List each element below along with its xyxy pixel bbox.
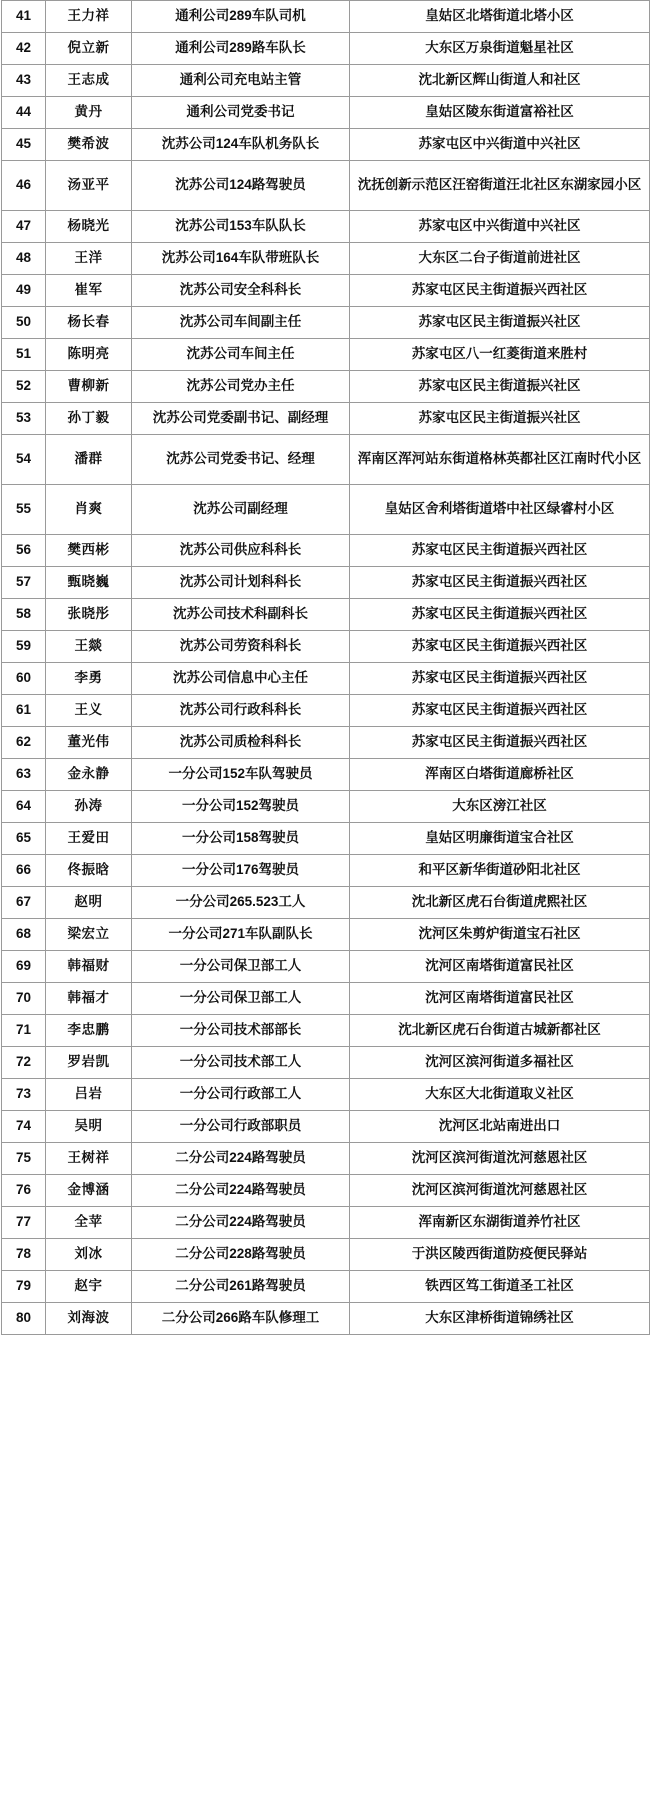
row-name: 甄晓巍 bbox=[46, 567, 132, 599]
row-position: 沈苏公司党委副书记、副经理 bbox=[132, 403, 350, 435]
row-position: 一分公司158驾驶员 bbox=[132, 823, 350, 855]
table-row bbox=[2, 129, 650, 161]
row-index: 59 bbox=[2, 631, 46, 663]
row-index: 56 bbox=[2, 535, 46, 567]
row-name: 王力祥 bbox=[46, 1, 132, 33]
table-row bbox=[2, 1015, 650, 1047]
row-position: 一分公司保卫部工人 bbox=[132, 983, 350, 1015]
table-row bbox=[2, 1207, 650, 1239]
row-index: 64 bbox=[2, 791, 46, 823]
row-address: 苏家屯区民主街道振兴社区 bbox=[350, 403, 650, 435]
table-row bbox=[2, 371, 650, 403]
table-row bbox=[2, 211, 650, 243]
table-row bbox=[2, 951, 650, 983]
row-index: 61 bbox=[2, 695, 46, 727]
row-position: 一分公司保卫部工人 bbox=[132, 951, 350, 983]
row-index: 62 bbox=[2, 727, 46, 759]
row-position: 沈苏公司党委书记、经理 bbox=[132, 435, 350, 485]
table-row bbox=[2, 307, 650, 339]
table-row bbox=[2, 727, 650, 759]
row-address: 于洪区陵西街道防疫便民驿站 bbox=[350, 1239, 650, 1271]
row-name: 赵宇 bbox=[46, 1271, 132, 1303]
table-row bbox=[2, 435, 650, 485]
row-name: 罗岩凯 bbox=[46, 1047, 132, 1079]
row-address: 大东区大北街道取义社区 bbox=[350, 1079, 650, 1111]
table-row bbox=[2, 339, 650, 371]
row-name: 汤亚平 bbox=[46, 161, 132, 211]
row-name: 倪立新 bbox=[46, 33, 132, 65]
row-position: 一分公司152车队驾驶员 bbox=[132, 759, 350, 791]
row-position: 一分公司152驾驶员 bbox=[132, 791, 350, 823]
row-index: 68 bbox=[2, 919, 46, 951]
row-address: 苏家屯区民主街道振兴西社区 bbox=[350, 275, 650, 307]
row-name: 王树祥 bbox=[46, 1143, 132, 1175]
table-row bbox=[2, 567, 650, 599]
table-row bbox=[2, 791, 650, 823]
row-index: 71 bbox=[2, 1015, 46, 1047]
row-position: 二分公司224路驾驶员 bbox=[132, 1175, 350, 1207]
row-address: 苏家屯区民主街道振兴社区 bbox=[350, 371, 650, 403]
row-name: 赵明 bbox=[46, 887, 132, 919]
row-address: 苏家屯区民主街道振兴西社区 bbox=[350, 727, 650, 759]
row-position: 沈苏公司行政科科长 bbox=[132, 695, 350, 727]
row-name: 梁宏立 bbox=[46, 919, 132, 951]
table-row bbox=[2, 919, 650, 951]
table-row bbox=[2, 1, 650, 33]
row-position: 通利公司289车队司机 bbox=[132, 1, 350, 33]
row-index: 66 bbox=[2, 855, 46, 887]
row-name: 潘群 bbox=[46, 435, 132, 485]
row-position: 二分公司224路驾驶员 bbox=[132, 1143, 350, 1175]
row-position: 通利公司党委书记 bbox=[132, 97, 350, 129]
row-position: 沈苏公司安全科科长 bbox=[132, 275, 350, 307]
row-position: 通利公司充电站主管 bbox=[132, 65, 350, 97]
row-name: 李忠鹏 bbox=[46, 1015, 132, 1047]
row-address: 苏家屯区民主街道振兴西社区 bbox=[350, 599, 650, 631]
table-row bbox=[2, 695, 650, 727]
row-address: 苏家屯区民主街道振兴西社区 bbox=[350, 535, 650, 567]
row-index: 80 bbox=[2, 1303, 46, 1335]
row-index: 76 bbox=[2, 1175, 46, 1207]
row-position: 一分公司行政部职员 bbox=[132, 1111, 350, 1143]
row-address: 浑南区白塔街道廊桥社区 bbox=[350, 759, 650, 791]
row-address: 沈北新区虎石台街道虎熙社区 bbox=[350, 887, 650, 919]
row-index: 65 bbox=[2, 823, 46, 855]
row-index: 44 bbox=[2, 97, 46, 129]
row-position: 沈苏公司供应科科长 bbox=[132, 535, 350, 567]
row-position: 一分公司176驾驶员 bbox=[132, 855, 350, 887]
row-address: 沈河区滨河街道沈河慈恩社区 bbox=[350, 1143, 650, 1175]
table-row bbox=[2, 33, 650, 65]
table-row bbox=[2, 1079, 650, 1111]
row-name: 韩福才 bbox=[46, 983, 132, 1015]
row-name: 韩福财 bbox=[46, 951, 132, 983]
row-position: 沈苏公司党办主任 bbox=[132, 371, 350, 403]
row-address: 皇姑区舍利塔街道塔中社区绿睿村小区 bbox=[350, 485, 650, 535]
row-name: 王义 bbox=[46, 695, 132, 727]
row-index: 52 bbox=[2, 371, 46, 403]
row-address: 浑南区浑河站东街道格林英都社区江南时代小区 bbox=[350, 435, 650, 485]
table-row bbox=[2, 275, 650, 307]
table-row bbox=[2, 485, 650, 535]
row-index: 57 bbox=[2, 567, 46, 599]
row-index: 60 bbox=[2, 663, 46, 695]
row-name: 金永静 bbox=[46, 759, 132, 791]
table-row bbox=[2, 535, 650, 567]
table-row bbox=[2, 1111, 650, 1143]
row-position: 沈苏公司技术科副科长 bbox=[132, 599, 350, 631]
row-address: 苏家屯区民主街道振兴社区 bbox=[350, 307, 650, 339]
row-index: 45 bbox=[2, 129, 46, 161]
row-index: 55 bbox=[2, 485, 46, 535]
table-row bbox=[2, 1303, 650, 1335]
row-name: 杨晓光 bbox=[46, 211, 132, 243]
row-name: 吴明 bbox=[46, 1111, 132, 1143]
row-index: 48 bbox=[2, 243, 46, 275]
row-address: 大东区津桥街道锦绣社区 bbox=[350, 1303, 650, 1335]
row-index: 72 bbox=[2, 1047, 46, 1079]
table-row bbox=[2, 243, 650, 275]
row-address: 苏家屯区民主街道振兴西社区 bbox=[350, 663, 650, 695]
row-name: 樊希波 bbox=[46, 129, 132, 161]
row-name: 杨长春 bbox=[46, 307, 132, 339]
row-position: 沈苏公司质检科科长 bbox=[132, 727, 350, 759]
row-address: 苏家屯区中兴街道中兴社区 bbox=[350, 211, 650, 243]
row-position: 一分公司技术部工人 bbox=[132, 1047, 350, 1079]
table-row bbox=[2, 599, 650, 631]
row-position: 沈苏公司计划科科长 bbox=[132, 567, 350, 599]
table-row bbox=[2, 663, 650, 695]
row-position: 二分公司228路驾驶员 bbox=[132, 1239, 350, 1271]
row-name: 全苹 bbox=[46, 1207, 132, 1239]
table-row bbox=[2, 1271, 650, 1303]
row-position: 沈苏公司车间主任 bbox=[132, 339, 350, 371]
row-address: 沈抚创新示范区汪窑街道汪北社区东湖家园小区 bbox=[350, 161, 650, 211]
row-position: 沈苏公司164车队带班队长 bbox=[132, 243, 350, 275]
row-name: 黄丹 bbox=[46, 97, 132, 129]
row-name: 肖爽 bbox=[46, 485, 132, 535]
row-position: 沈苏公司副经理 bbox=[132, 485, 350, 535]
row-name: 崔军 bbox=[46, 275, 132, 307]
row-index: 47 bbox=[2, 211, 46, 243]
row-index: 78 bbox=[2, 1239, 46, 1271]
table-row bbox=[2, 887, 650, 919]
row-index: 42 bbox=[2, 33, 46, 65]
row-index: 46 bbox=[2, 161, 46, 211]
table-row bbox=[2, 759, 650, 791]
row-name: 王洋 bbox=[46, 243, 132, 275]
table-row bbox=[2, 65, 650, 97]
row-position: 沈苏公司车间副主任 bbox=[132, 307, 350, 339]
roster-table-body bbox=[2, 1, 650, 1335]
row-name: 吕岩 bbox=[46, 1079, 132, 1111]
row-address: 苏家屯区八一红菱街道来胜村 bbox=[350, 339, 650, 371]
row-name: 陈明亮 bbox=[46, 339, 132, 371]
row-position: 一分公司技术部部长 bbox=[132, 1015, 350, 1047]
table-row bbox=[2, 161, 650, 211]
row-address: 沈河区南塔街道富民社区 bbox=[350, 983, 650, 1015]
row-address: 铁西区笃工街道圣工社区 bbox=[350, 1271, 650, 1303]
row-index: 54 bbox=[2, 435, 46, 485]
row-position: 沈苏公司153车队队长 bbox=[132, 211, 350, 243]
row-address: 沈河区南塔街道富民社区 bbox=[350, 951, 650, 983]
table-row bbox=[2, 855, 650, 887]
table-row bbox=[2, 1239, 650, 1271]
row-address: 浑南新区东湖街道养竹社区 bbox=[350, 1207, 650, 1239]
row-address: 大东区万泉街道魁星社区 bbox=[350, 33, 650, 65]
row-address: 沈河区北站南进出口 bbox=[350, 1111, 650, 1143]
row-index: 41 bbox=[2, 1, 46, 33]
row-address: 沈河区朱剪炉街道宝石社区 bbox=[350, 919, 650, 951]
row-name: 金博涵 bbox=[46, 1175, 132, 1207]
row-address: 和平区新华街道砂阳北社区 bbox=[350, 855, 650, 887]
row-position: 沈苏公司124路驾驶员 bbox=[132, 161, 350, 211]
row-index: 79 bbox=[2, 1271, 46, 1303]
row-address: 苏家屯区民主街道振兴西社区 bbox=[350, 631, 650, 663]
row-address: 皇姑区明廉街道宝合社区 bbox=[350, 823, 650, 855]
row-address: 沈河区滨河街道多福社区 bbox=[350, 1047, 650, 1079]
row-name: 王燚 bbox=[46, 631, 132, 663]
table-row bbox=[2, 403, 650, 435]
row-index: 50 bbox=[2, 307, 46, 339]
row-address: 沈北新区虎石台街道古城新都社区 bbox=[350, 1015, 650, 1047]
row-address: 大东区二台子街道前进社区 bbox=[350, 243, 650, 275]
row-name: 王爱田 bbox=[46, 823, 132, 855]
row-address: 苏家屯区中兴街道中兴社区 bbox=[350, 129, 650, 161]
row-index: 63 bbox=[2, 759, 46, 791]
row-position: 二分公司266路车队修理工 bbox=[132, 1303, 350, 1335]
row-position: 二分公司224路驾驶员 bbox=[132, 1207, 350, 1239]
row-address: 沈北新区辉山街道人和社区 bbox=[350, 65, 650, 97]
row-address: 沈河区滨河街道沈河慈恩社区 bbox=[350, 1175, 650, 1207]
table-row bbox=[2, 823, 650, 855]
row-index: 77 bbox=[2, 1207, 46, 1239]
row-address: 皇姑区北塔街道北塔小区 bbox=[350, 1, 650, 33]
row-index: 58 bbox=[2, 599, 46, 631]
row-name: 刘冰 bbox=[46, 1239, 132, 1271]
row-index: 70 bbox=[2, 983, 46, 1015]
row-index: 53 bbox=[2, 403, 46, 435]
row-index: 49 bbox=[2, 275, 46, 307]
row-position: 一分公司271车队副队长 bbox=[132, 919, 350, 951]
row-name: 王志成 bbox=[46, 65, 132, 97]
row-position: 一分公司265.523工人 bbox=[132, 887, 350, 919]
row-index: 43 bbox=[2, 65, 46, 97]
row-index: 75 bbox=[2, 1143, 46, 1175]
table-row bbox=[2, 1143, 650, 1175]
row-name: 佟振晗 bbox=[46, 855, 132, 887]
row-address: 大东区滂江社区 bbox=[350, 791, 650, 823]
row-name: 孙丁毅 bbox=[46, 403, 132, 435]
row-index: 67 bbox=[2, 887, 46, 919]
row-name: 樊西彬 bbox=[46, 535, 132, 567]
row-position: 沈苏公司信息中心主任 bbox=[132, 663, 350, 695]
row-name: 张晓彤 bbox=[46, 599, 132, 631]
row-address: 苏家屯区民主街道振兴西社区 bbox=[350, 695, 650, 727]
table-row bbox=[2, 983, 650, 1015]
row-address: 苏家屯区民主街道振兴西社区 bbox=[350, 567, 650, 599]
row-name: 刘海波 bbox=[46, 1303, 132, 1335]
table-row bbox=[2, 631, 650, 663]
table-row bbox=[2, 1047, 650, 1079]
row-position: 沈苏公司劳资科科长 bbox=[132, 631, 350, 663]
row-name: 孙涛 bbox=[46, 791, 132, 823]
roster-table bbox=[1, 0, 650, 1335]
row-index: 69 bbox=[2, 951, 46, 983]
table-row bbox=[2, 1175, 650, 1207]
row-position: 一分公司行政部工人 bbox=[132, 1079, 350, 1111]
row-name: 曹柳新 bbox=[46, 371, 132, 403]
table-row bbox=[2, 97, 650, 129]
row-index: 74 bbox=[2, 1111, 46, 1143]
row-position: 沈苏公司124车队机务队长 bbox=[132, 129, 350, 161]
row-name: 李勇 bbox=[46, 663, 132, 695]
row-position: 通利公司289路车队长 bbox=[132, 33, 350, 65]
row-name: 董光伟 bbox=[46, 727, 132, 759]
row-position: 二分公司261路驾驶员 bbox=[132, 1271, 350, 1303]
row-index: 51 bbox=[2, 339, 46, 371]
row-address: 皇姑区陵东街道富裕社区 bbox=[350, 97, 650, 129]
row-index: 73 bbox=[2, 1079, 46, 1111]
